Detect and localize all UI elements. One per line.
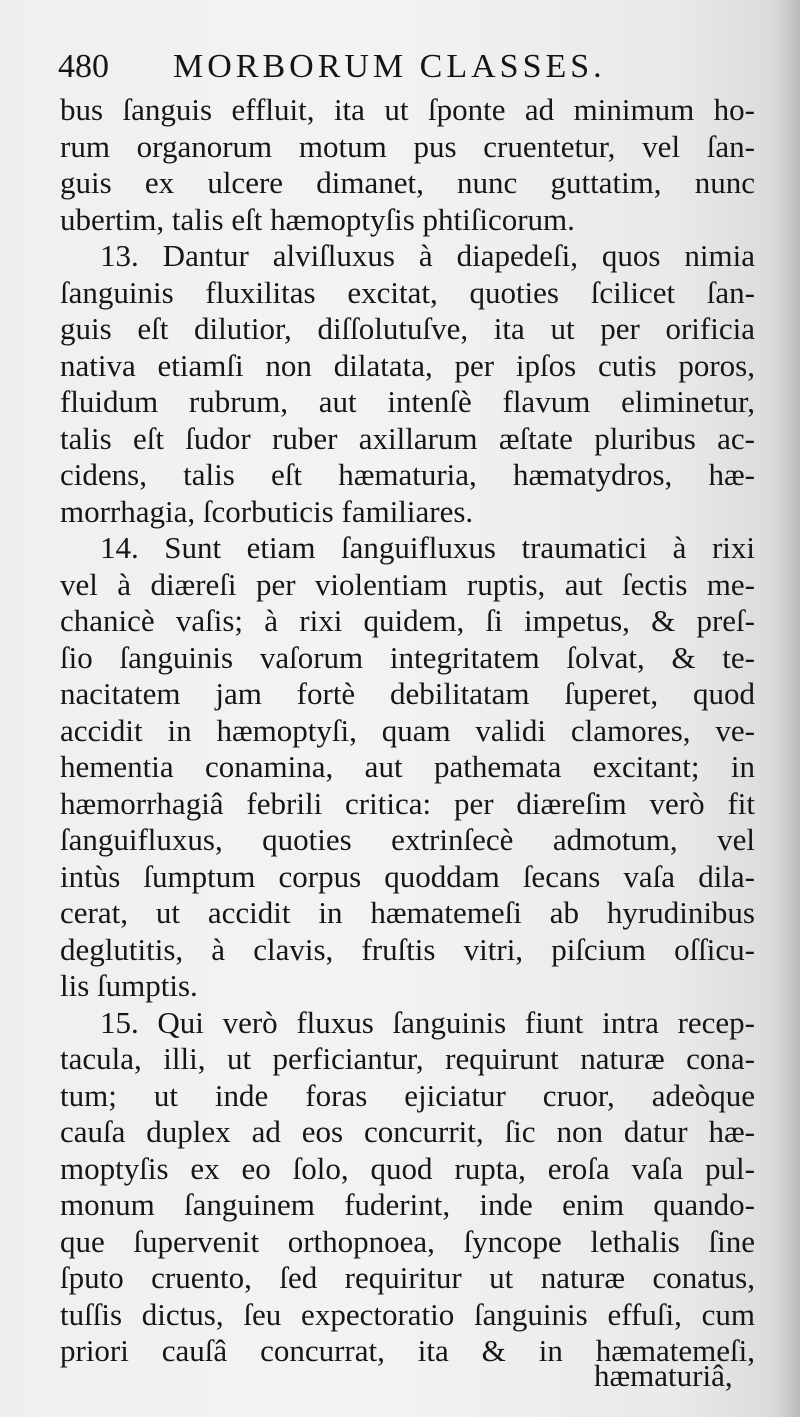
catchword: hæmaturiâ, xyxy=(594,1358,733,1393)
text-line: guis ex ulcere dimanet, nunc guttatim, nunc xyxy=(60,165,755,200)
text-line: intùs ſumptum corpus quoddam ſecans vaſa dila- xyxy=(60,858,755,894)
text-line: ſputo cruento, ſed requiritur ut naturæ conatus, xyxy=(60,1260,755,1295)
text-line: lis ſumptis. xyxy=(60,968,198,1003)
text-line: accidit in hæmoptyſi, quam validi clamores, ve- xyxy=(60,712,755,748)
text-line: ubertim, talis eſt hæmoptyſis phtiſicorum. xyxy=(60,201,575,237)
text-line: deglutitis, à clavis, fruſtis vitri, piſcium oſſicu- xyxy=(60,931,755,967)
text-line: tum; ut inde foras ejiciatur cruor, adeòque xyxy=(60,1077,755,1113)
text-line: nacitatem jam fortè debilitatam ſuperet, quod xyxy=(60,676,755,711)
text-line: rum organorum motum pus cruentetur, vel ſan- xyxy=(60,128,755,164)
text-line: moptyſis ex eo ſolo, quod rupta, eroſa vaſa pul- xyxy=(60,1150,755,1186)
text-line: monum ſanguinem fuderint, inde enim quando- xyxy=(60,1187,755,1222)
text-line: hementia conamina, aut pathemata excitant; in xyxy=(60,749,755,784)
text-line: cauſa duplex ad eos concurrit, ſic non datur hæ- xyxy=(60,1114,755,1149)
text-line: 14. Sunt etiam ſanguifluxus traumatici à rixi xyxy=(100,530,755,565)
text-line: que ſupervenit orthopnoea, ſyncope lethalis ſine xyxy=(60,1223,755,1259)
running-head: MORBORUM CLASSES. xyxy=(173,48,606,85)
text-line: hæmorrhagiâ febrili critica: per diæreſim verò fit xyxy=(60,785,755,821)
page-edge-shadow xyxy=(772,0,800,1417)
text-line: 15. Qui verò fluxus ſanguinis fiunt intra recep- xyxy=(100,1004,755,1040)
text-line: bus ſanguis effluit, ita ut ſponte ad minimum ho- xyxy=(60,92,755,127)
text-line: ſio ſanguinis vaſorum integritatem ſolvat, & te- xyxy=(60,639,755,675)
text-line: tuſſis dictus, ſeu expectoratio ſanguinis effuſi, cum xyxy=(60,1296,755,1332)
page-header xyxy=(58,48,778,94)
text-line: talis eſt ſudor ruber axillarum æſtate pluribus ac- xyxy=(60,420,755,456)
text-line: tacula, illi, ut perficiantur, requirunt naturæ cona- xyxy=(60,1041,755,1076)
text-line: vel à diæreſi per violentiam ruptis, aut ſectis me- xyxy=(60,566,755,602)
text-line: priori cauſâ concurrat, ita & in hæmatemeſi, xyxy=(60,1333,755,1368)
text-line: guis eſt dilutior, diſſolutuſve, ita ut per orificia xyxy=(60,311,755,346)
page-number: 480 xyxy=(58,48,109,85)
text-line: nativa etiamſi non dilatata, per ipſos cutis poros, xyxy=(60,347,755,383)
text-line: cerat, ut accidit in hæmatemeſi ab hyrudinibus xyxy=(60,895,755,930)
text-line: 13. Dantur alviſluxus à diapedeſi, quos nimia xyxy=(100,238,755,273)
body-text xyxy=(60,92,755,1370)
text-line: ſanguinis fluxilitas excitat, quoties ſcilicet ſan- xyxy=(60,274,755,310)
text-line: cidens, talis eſt hæmaturia, hæmatydros, hæ- xyxy=(60,457,755,492)
text-line: fluidum rubrum, aut intenſè flavum eliminetur, xyxy=(60,384,755,419)
text-line: chanicè vaſis; à rixi quidem, ſi impetus, & preſ- xyxy=(60,603,755,638)
text-line: morrhagia, ſcorbuticis familiares. xyxy=(60,493,474,529)
text-line: ſanguifluxus, quoties extrinſecè admotum, vel xyxy=(60,822,755,857)
